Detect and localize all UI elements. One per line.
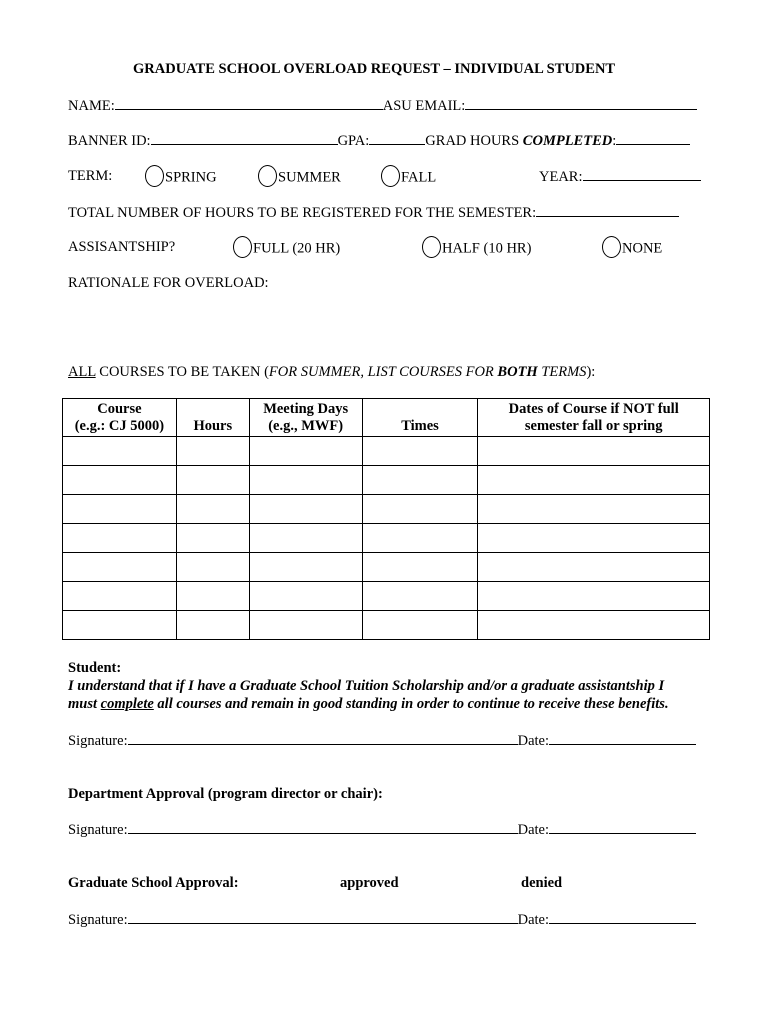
student-signature-field[interactable]: [128, 731, 518, 745]
asu-email-label: ASU EMAIL:: [382, 98, 466, 114]
year-field[interactable]: [583, 167, 701, 181]
name-field[interactable]: [115, 96, 383, 110]
table-cell[interactable]: [176, 524, 249, 553]
table-row: [63, 437, 710, 466]
rationale-field[interactable]: [68, 294, 703, 356]
gpa-label: GPA:: [337, 133, 370, 149]
courses-heading-text1: COURSES TO BE TAKEN (: [95, 364, 269, 380]
table-row: [63, 466, 710, 495]
radio-circle-icon[interactable]: [381, 165, 400, 187]
courses-heading-italic2: TERMS: [537, 364, 587, 380]
table-cell[interactable]: [176, 437, 249, 466]
banner-id-field[interactable]: [151, 131, 338, 145]
table-row: [63, 582, 710, 611]
grad-hours-field[interactable]: [616, 131, 690, 145]
term-fall-option[interactable]: [381, 167, 436, 189]
col-header-dates: [478, 399, 710, 437]
col-header-meeting-days: [249, 399, 362, 437]
table-cell[interactable]: [249, 611, 362, 640]
col-header-course-line1: Course: [97, 401, 142, 417]
table-cell[interactable]: [176, 582, 249, 611]
department-date-field[interactable]: [549, 820, 696, 834]
asu-email-field[interactable]: [465, 96, 697, 110]
courses-heading-all: ALL: [68, 364, 96, 380]
table-header-row: [63, 399, 710, 437]
table-cell[interactable]: [249, 582, 362, 611]
col-header-course: [63, 399, 177, 437]
term-fall-label: FALL: [401, 169, 437, 186]
total-hours-field[interactable]: [536, 203, 679, 217]
approved-label[interactable]: approved: [340, 875, 399, 891]
table-cell[interactable]: [249, 495, 362, 524]
table-cell[interactable]: [176, 553, 249, 582]
statement-post: all courses and remain in good standing in order to continue to receive these benefits.: [153, 696, 669, 712]
table-cell[interactable]: [362, 466, 478, 495]
col-header-days-line2: (e.g., MWF): [268, 418, 344, 434]
graduate-school-label: Graduate School Approval:: [68, 875, 239, 891]
term-spring-option[interactable]: [145, 167, 217, 189]
col-header-course-line2: (e.g.: CJ 5000): [74, 418, 165, 434]
statement-pre: must: [68, 696, 101, 712]
table-cell[interactable]: [478, 437, 710, 466]
student-date-field[interactable]: [549, 731, 696, 745]
col-header-dates-line2: semester fall or spring: [524, 418, 663, 434]
student-statement-line1: I understand that if I have a Graduate School Tuition Scholarship and/or a graduate assistantship I: [68, 678, 665, 694]
table-row: [63, 553, 710, 582]
grad-hours-colon: :: [612, 133, 617, 149]
table-row: [63, 524, 710, 553]
banner-id-label: BANNER ID:: [68, 133, 151, 149]
table-cell[interactable]: [63, 611, 177, 640]
table-cell[interactable]: [249, 466, 362, 495]
table-row: [63, 611, 710, 640]
courses-table: [62, 398, 710, 640]
assistantship-full-label: FULL (20 HR): [253, 240, 341, 257]
col-header-hours-label: Hours: [193, 418, 233, 434]
radio-circle-icon[interactable]: [233, 236, 252, 258]
graduate-school-signature-field[interactable]: [128, 910, 518, 924]
graduate-school-date-field[interactable]: [549, 910, 696, 924]
term-spring-label: SPRING: [165, 169, 217, 186]
name-row: [68, 96, 697, 115]
table-cell[interactable]: [362, 437, 478, 466]
table-cell[interactable]: [63, 495, 177, 524]
grad-hours-prefix: GRAD HOURS: [425, 133, 523, 149]
table-cell[interactable]: [478, 582, 710, 611]
col-header-times-label: Times: [401, 418, 439, 434]
col-header-days-line1: Meeting Days: [263, 401, 349, 417]
department-signature-label: Signature:: [68, 822, 128, 838]
table-cell[interactable]: [176, 466, 249, 495]
table-cell[interactable]: [362, 524, 478, 553]
banner-row: [68, 131, 690, 150]
assistantship-full-option[interactable]: [233, 238, 340, 260]
year-row: [539, 167, 701, 186]
table-cell[interactable]: [478, 553, 710, 582]
gpa-field[interactable]: [369, 131, 425, 145]
table-cell[interactable]: [249, 437, 362, 466]
table-cell[interactable]: [478, 495, 710, 524]
table-cell[interactable]: [478, 611, 710, 640]
graduate-school-signature-label: Signature:: [68, 912, 128, 928]
table-cell[interactable]: [362, 582, 478, 611]
assistantship-none-option[interactable]: [602, 238, 662, 260]
total-hours-row: [68, 203, 679, 222]
table-cell[interactable]: [63, 582, 177, 611]
table-cell[interactable]: [63, 553, 177, 582]
table-cell[interactable]: [478, 466, 710, 495]
courses-heading-both: BOTH: [497, 364, 538, 380]
table-cell[interactable]: [362, 611, 478, 640]
table-cell[interactable]: [478, 524, 710, 553]
department-signature-row: [68, 820, 696, 839]
denied-label[interactable]: denied: [521, 875, 563, 891]
department-date-label: Date:: [517, 822, 550, 838]
graduate-school-signature-row: [68, 910, 696, 929]
table-cell[interactable]: [362, 553, 478, 582]
col-header-dates-line1: Dates of Course if NOT full: [508, 401, 679, 417]
grad-hours-completed: COMPLETED: [522, 133, 613, 149]
radio-circle-icon[interactable]: [258, 165, 277, 187]
courses-heading: [68, 363, 595, 381]
table-cell[interactable]: [63, 466, 177, 495]
table-cell[interactable]: [63, 524, 177, 553]
radio-circle-icon[interactable]: [422, 236, 441, 258]
total-hours-label: TOTAL NUMBER OF HOURS TO BE REGISTERED FOR THE SEMESTER:: [68, 205, 537, 221]
term-summer-option[interactable]: [258, 167, 341, 189]
table-cell[interactable]: [63, 437, 177, 466]
table-cell[interactable]: [176, 495, 249, 524]
page-title: GRADUATE SCHOOL OVERLOAD REQUEST – INDIVIDUAL STUDENT: [133, 61, 616, 77]
term-label: TERM:: [68, 168, 113, 184]
student-label: Student:: [68, 660, 122, 676]
year-label: YEAR:: [539, 169, 583, 185]
table-cell[interactable]: [249, 553, 362, 582]
assistantship-none-label: NONE: [622, 240, 663, 257]
graduate-school-date-label: Date:: [517, 912, 550, 928]
assistantship-half-label: HALF (10 HR): [442, 240, 532, 257]
col-header-times: [362, 399, 478, 437]
assistantship-label: ASSISANTSHIP?: [68, 239, 176, 255]
department-label: Department Approval (program director or chair):: [68, 786, 383, 802]
student-signature-row: [68, 731, 696, 750]
student-signature-label: Signature:: [68, 733, 128, 749]
term-summer-label: SUMMER: [278, 169, 341, 186]
statement-complete: complete: [100, 696, 154, 712]
courses-heading-italic1: FOR SUMMER, LIST COURSES FOR: [268, 364, 498, 380]
table-cell[interactable]: [362, 495, 478, 524]
assistantship-half-option[interactable]: [422, 238, 531, 260]
student-statement-line2: [68, 695, 669, 713]
radio-circle-icon[interactable]: [602, 236, 621, 258]
name-label: NAME:: [68, 98, 115, 114]
col-header-hours: [176, 399, 249, 437]
table-cell[interactable]: [176, 611, 249, 640]
table-cell[interactable]: [249, 524, 362, 553]
department-signature-field[interactable]: [128, 820, 518, 834]
student-date-label: Date:: [517, 733, 550, 749]
radio-circle-icon[interactable]: [145, 165, 164, 187]
rationale-label: RATIONALE FOR OVERLOAD:: [68, 275, 269, 291]
courses-heading-text2: ):: [586, 364, 596, 380]
table-row: [63, 495, 710, 524]
